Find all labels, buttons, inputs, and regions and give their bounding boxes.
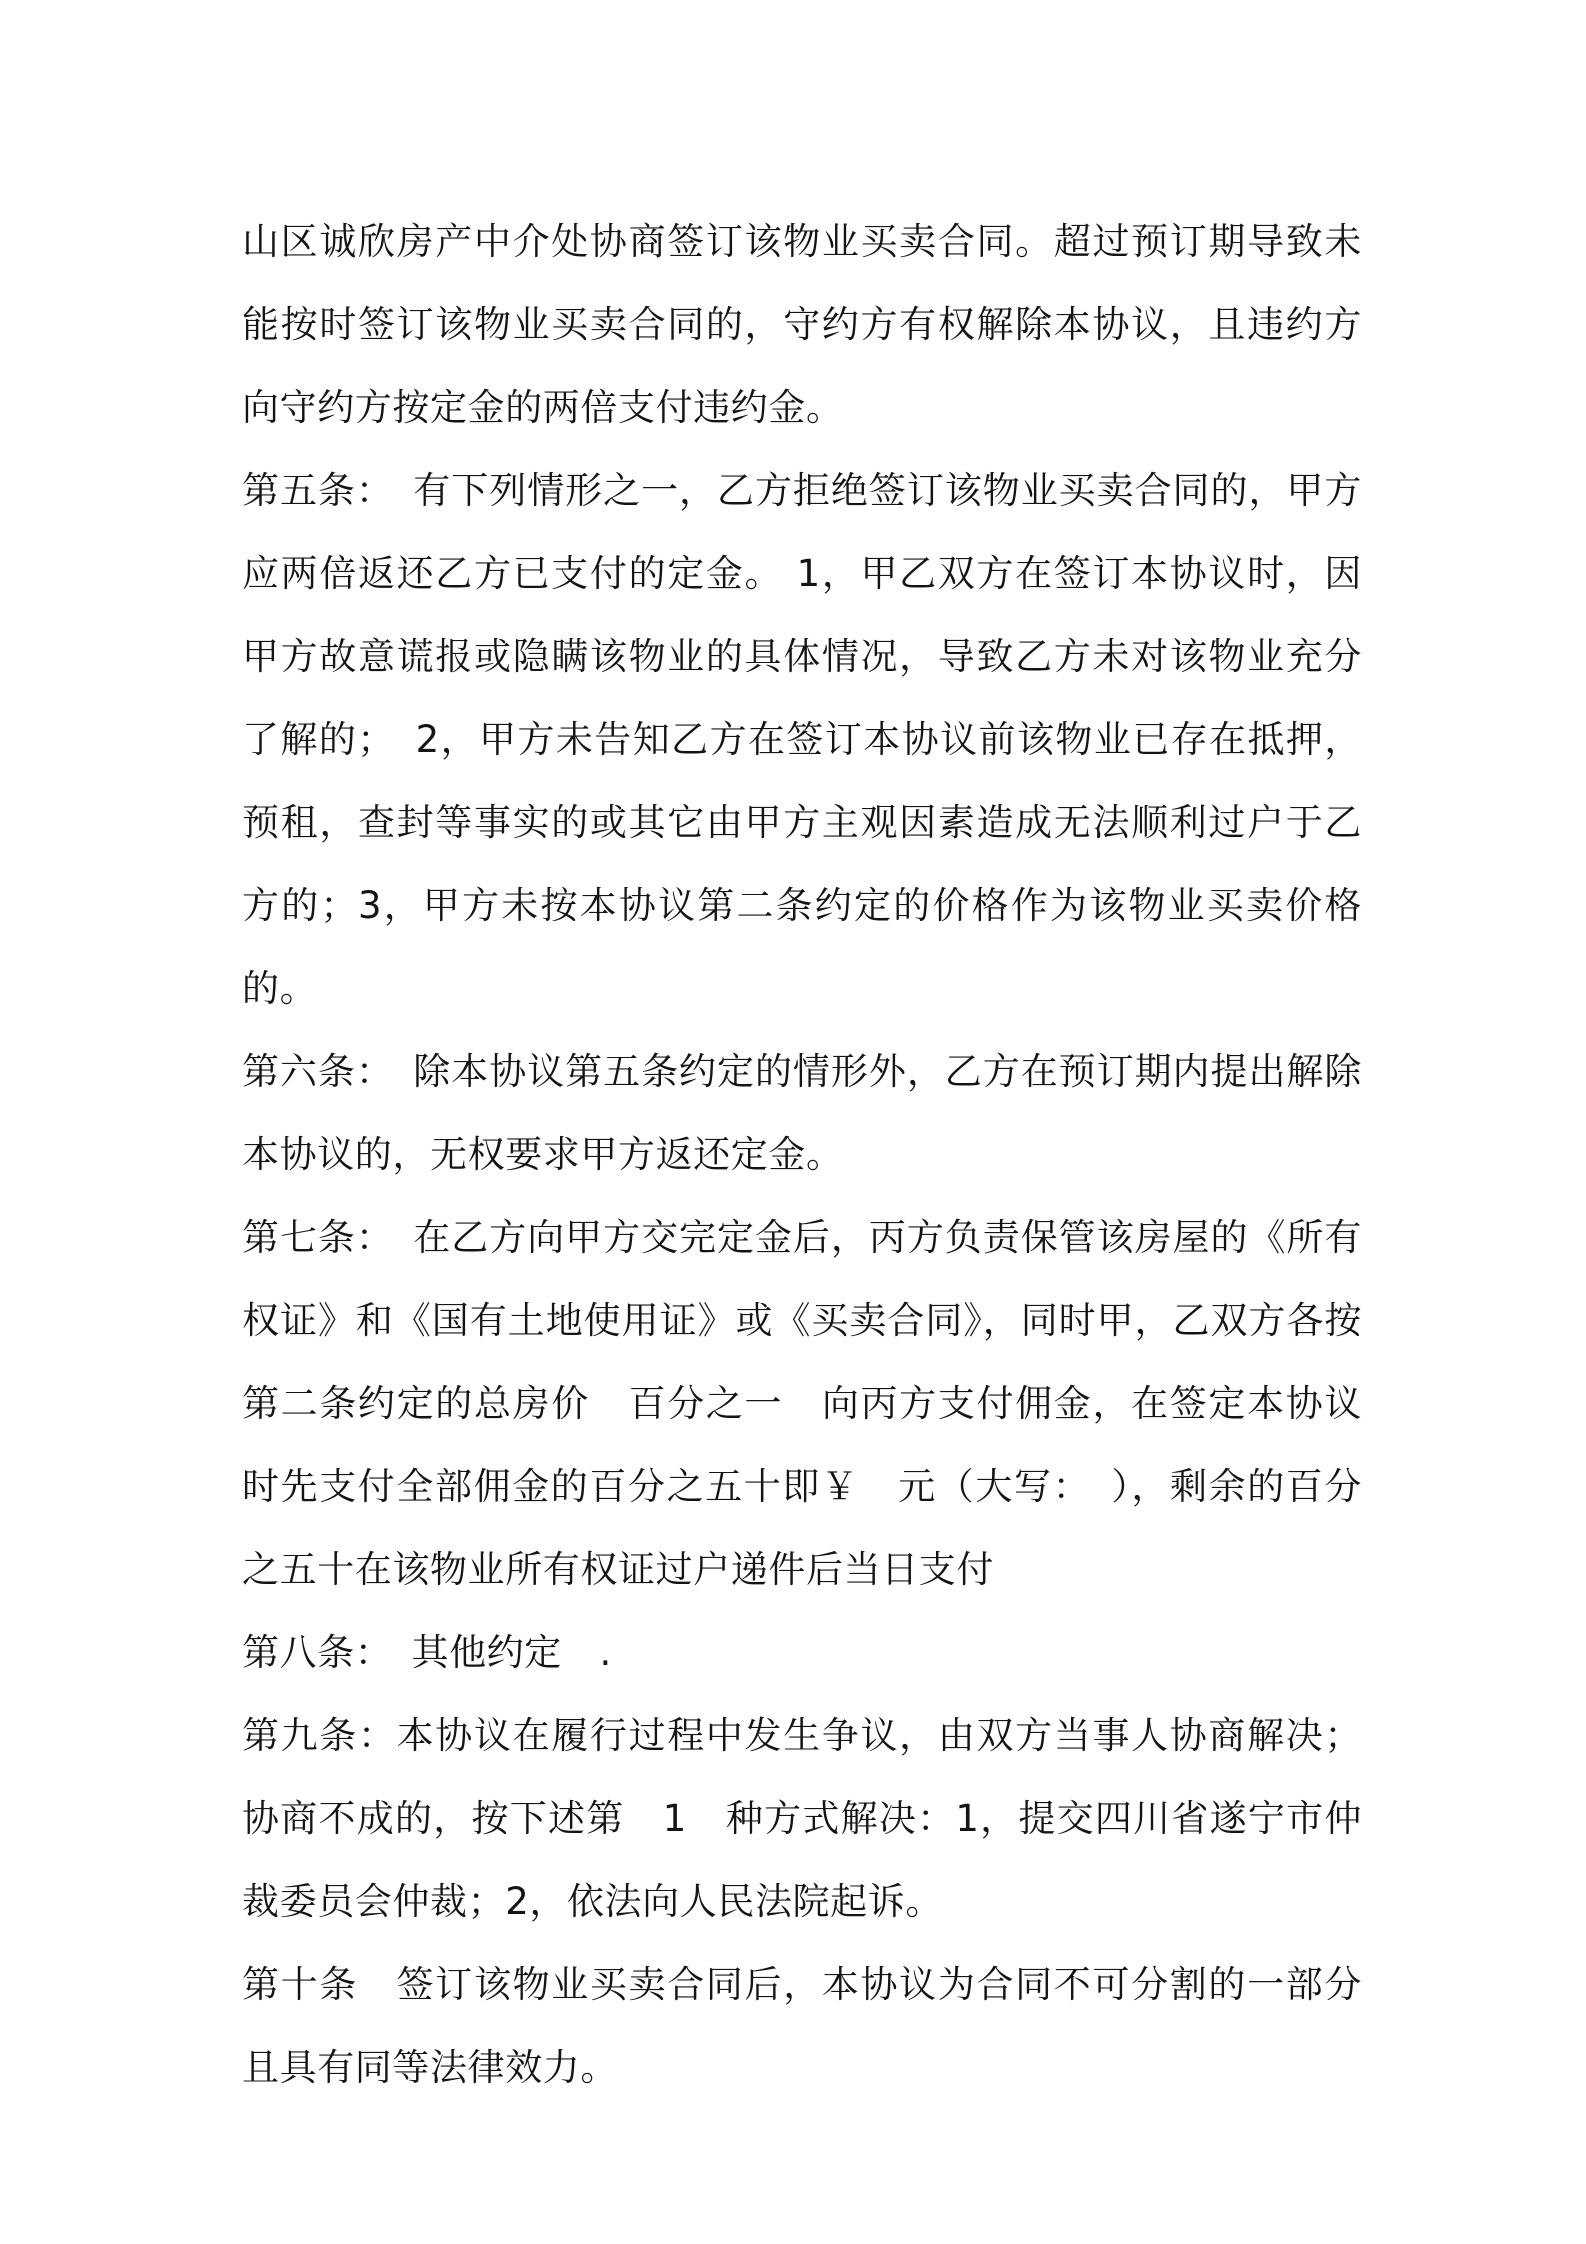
paragraph-article-8: 第八条： 其他约定 .	[242, 1631, 612, 1674]
document-body	[242, 200, 1362, 2109]
paragraph-contract-signing-deadline: 山区诚欣房产中介处协商签订该物业买卖合同。超过预订期导致未能按时签订该物业买卖合同的，守约方有权解除本协议，且违约方向守约方按定金的两倍支付违约金。	[242, 220, 1362, 429]
paragraph-article-5: 第五条： 有下列情形之一，乙方拒绝签订该物业买卖合同的，甲方应两倍返还乙方已支付的定金。 1，甲乙双方在签订本协议时，因甲方故意谎报或隐瞒该物业的具体情况，导致乙方未对该物业充分了解的； 2，甲方未告知乙方在签订本协议前该物业已存在抵押，预租，查封等事实的或其它由甲方主观因素造成无法顺利过户于乙方的；3，甲方未按本协议第二条约定的价格作为该物业买卖价格的。	[242, 469, 1362, 1010]
paragraph-article-6: 第六条： 除本协议第五条约定的情形外，乙方在预订期内提出解除本协议的，无权要求甲方返还定金。	[242, 1050, 1362, 1176]
paragraph-article-7: 第七条： 在乙方向甲方交完定金后，丙方负责保管该房屋的《所有权证》和《国有土地使用证》或《买卖合同》，同时甲，乙双方各按第二条约定的总房价 百分之一 向丙方支付佣金，在签定本协议时先支付全部佣金的百分之五十即￥ 元（大写： ），剩余的百分之五十在该物业所有权证过户递件后当日支付	[242, 1216, 1362, 1591]
paragraph-article-10: 第十条 签订该物业买卖合同后，本协议为合同不可分割的一部分且具有同等法律效力。	[242, 1963, 1362, 2089]
paragraph-article-9: 第九条：本协议在履行过程中发生争议，由双方当事人协商解决；协商不成的，按下述第 1 种方式解决：1，提交四川省遂宁市仲裁委员会仲裁；2，依法向人民法院起诉。	[242, 1714, 1362, 1923]
